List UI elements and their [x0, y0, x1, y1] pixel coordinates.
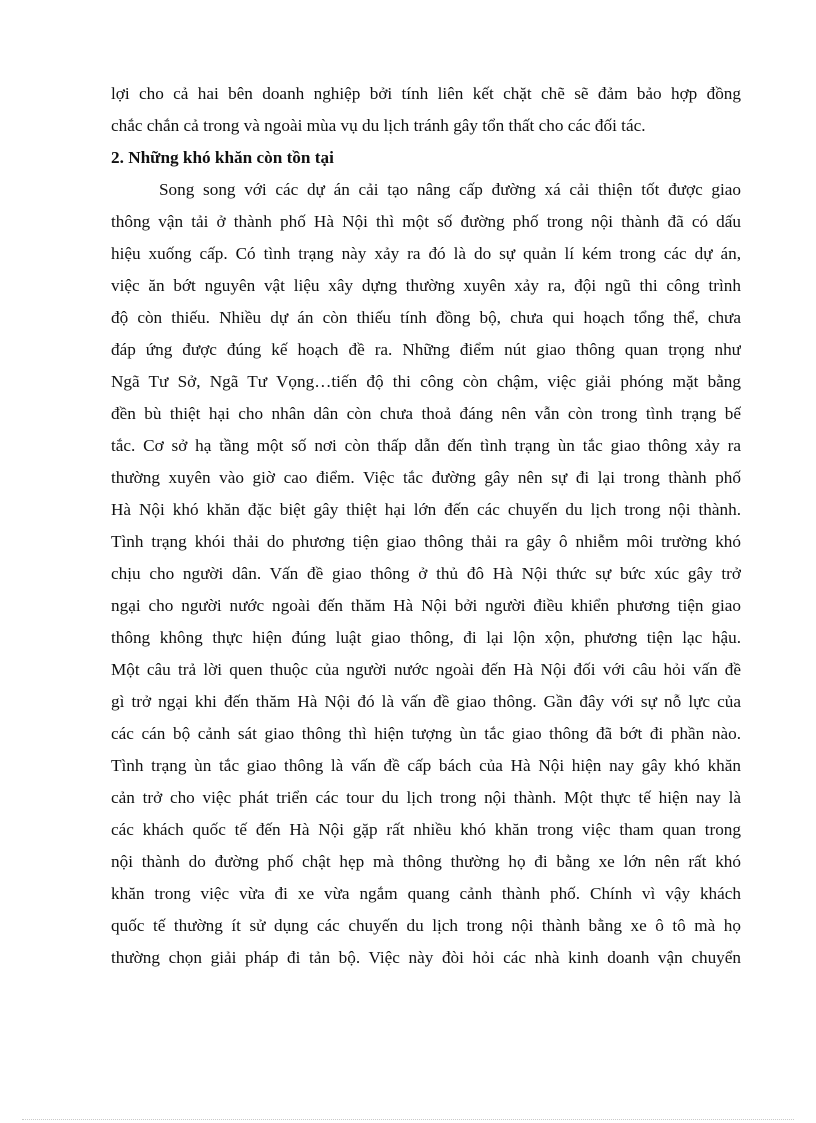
text-line: Song song với các dự án cải tạo nâng cấp đường xá cải thiện tốt được giao: [159, 180, 741, 199]
text-line: gì trở ngại khi đến thăm Hà Nội đó là vấn đề giao thông. Gần đây với sự nỗ lực của: [111, 692, 741, 711]
text-line: thông vận tải ở thành phố Hà Nội thì một số đường phố trong nội thành đã có dấu: [111, 212, 741, 231]
text-line: Tình trạng khói thải do phương tiện giao thông thải ra gây ô nhiễm môi trường khó: [111, 532, 741, 551]
text-line: chịu cho người dân. Vấn đề giao thông ở thủ đô Hà Nội thức sự bức xúc gây trở: [111, 564, 741, 583]
text-line: khăn trong việc vừa đi xe vừa ngắm quang cảnh thành phố. Chính vì vậy khách: [111, 884, 741, 903]
text-line: đáp ứng được đúng kế hoạch đề ra. Những điểm nút giao thông quan trọng như: [111, 340, 741, 359]
text-line: Ngã Tư Sở, Ngã Tư Vọng…tiến độ thi công còn chậm, việc giải phóng mặt bằng: [111, 372, 741, 391]
text-line: các cán bộ cảnh sát giao thông thì hiện tượng ùn tắc giao thông đã bớt đi phần nào.: [111, 724, 741, 743]
text-line: Tình trạng ùn tắc giao thông là vấn đề cấp bách của Hà Nội hiện nay gây khó khăn: [111, 756, 741, 775]
text-line: ngại cho người nước ngoài đến thăm Hà Nội bởi người điều khiển phương tiện giao: [111, 596, 741, 615]
text-line: chắc chắn cả trong và ngoài mùa vụ du lịch tránh gây tổn thất cho các đối tác.: [111, 116, 646, 135]
text-line: thường chọn giải pháp đi tản bộ. Việc này đòi hỏi các nhà kinh doanh vận chuyển: [111, 948, 741, 967]
text-line: cản trở cho việc phát triển các tour du lịch trong nội thành. Một thực tế hiện nay là: [111, 788, 741, 807]
text-line: thông không thực hiện đúng luật giao thông, đi lại lộn xộn, phương tiện lạc hậu.: [111, 628, 741, 647]
text-line: tắc. Cơ sở hạ tầng một số nơi còn thấp dẫn đến tình trạng ùn tắc giao thông xảy ra: [111, 436, 741, 455]
text-line: thường xuyên vào giờ cao điểm. Việc tắc đường gây nên sự đi lại trong thành phố: [111, 468, 741, 487]
text-line: hiệu xuống cấp. Có tình trạng này xảy ra đó là do sự quản lí kém trong các dự án,: [111, 244, 741, 263]
text-line: đền bù thiệt hại cho nhân dân còn chưa thoả đáng nên vẫn còn trong tình trạng bế: [111, 404, 741, 423]
text-line: lợi cho cả hai bên doanh nghiệp bởi tính liên kết chặt chẽ sẽ đảm bảo hợp đồng: [111, 84, 741, 103]
body-text: [111, 78, 741, 974]
section-heading: 2. Những khó khăn còn tồn tại: [111, 148, 334, 167]
page-bottom-divider: [22, 1119, 794, 1120]
text-line: nội thành do đường phố chật hẹp mà thông thường họ đi bằng xe lớn nên rất khó: [111, 852, 741, 871]
text-line: độ còn thiếu. Nhiều dự án còn thiếu tính đồng bộ, chưa qui hoạch tổng thể, chưa: [111, 308, 741, 327]
text-line: Hà Nội khó khăn đặc biệt gây thiệt hại lớn đến các chuyến du lịch trong nội thành.: [111, 500, 741, 519]
text-line: các khách quốc tế đến Hà Nội gặp rất nhiều khó khăn trong việc tham quan trong: [111, 820, 741, 839]
text-line: quốc tế thường ít sử dụng các chuyến du lịch trong nội thành bằng xe ô tô mà họ: [111, 916, 741, 935]
text-line: Một câu trả lời quen thuộc của người nước ngoài đến Hà Nội đối với câu hỏi vấn đề: [111, 660, 741, 679]
text-line: việc ăn bớt nguyên vật liệu xây dựng thường xuyên xảy ra, đội ngũ thi công trình: [111, 276, 741, 295]
